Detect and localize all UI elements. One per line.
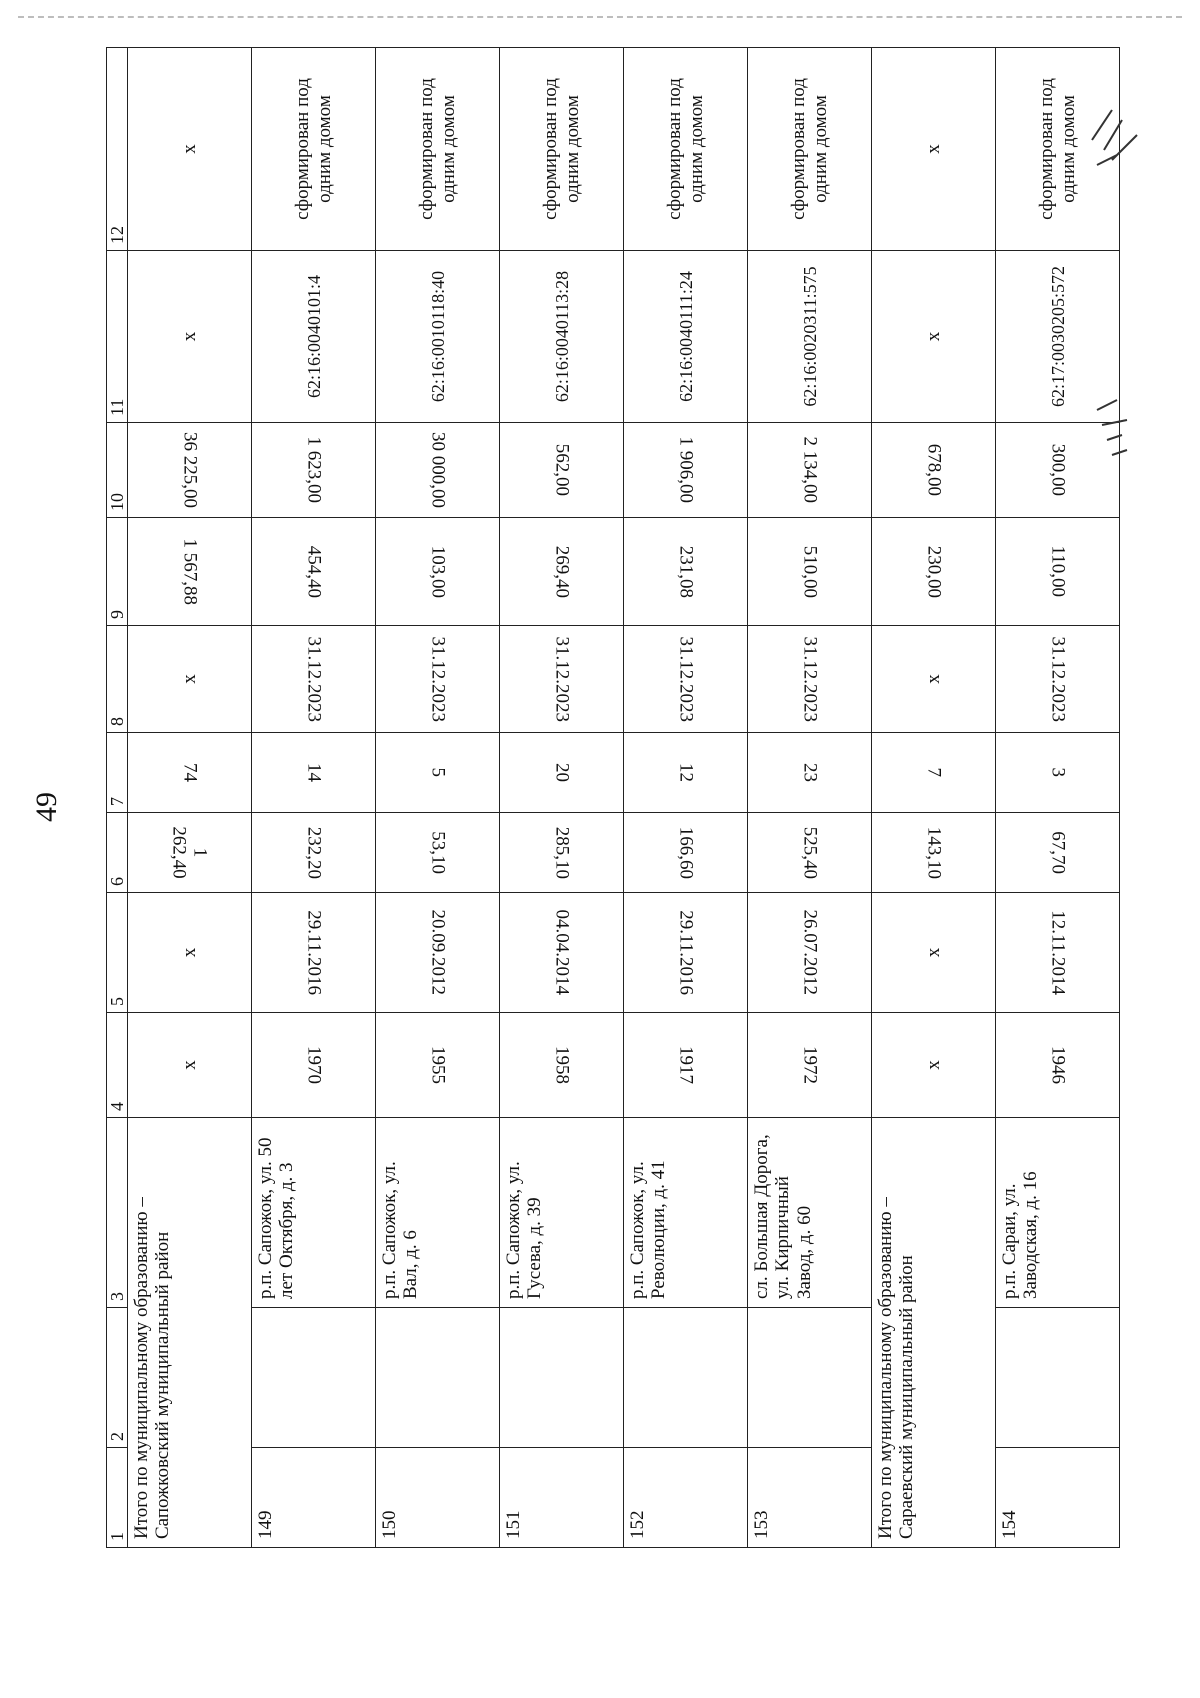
area-value: 1 262,40	[168, 826, 211, 879]
scan-mark	[1082, 100, 1152, 190]
area-cell	[624, 813, 748, 893]
deadline-value: 31.12.2023	[675, 636, 697, 722]
table-row	[748, 48, 872, 1548]
row-number: 149	[252, 1448, 376, 1548]
row-number: 152	[624, 1448, 748, 1548]
year-value: 1946	[1047, 1046, 1069, 1084]
cell-2	[996, 1308, 1120, 1448]
cell-2	[500, 1308, 624, 1448]
cadastral-cell: 62:16:0040111:24	[624, 251, 748, 423]
area-value: 53,10	[427, 831, 449, 874]
count-value: 23	[799, 763, 821, 782]
value-9: 110,00	[1047, 545, 1069, 598]
column-number: 4	[107, 1013, 128, 1118]
land-status-cell: сформирован под одним домом	[748, 48, 872, 251]
total-label: Итого по муниципальному образованию – Сапожковский муниципальный район	[128, 1118, 252, 1548]
deadline-value: 31.12.2023	[303, 636, 325, 722]
area-cell	[128, 813, 252, 893]
row-number: 151	[500, 1448, 624, 1548]
year-cell	[996, 1013, 1120, 1118]
column-number: 1	[107, 1448, 128, 1548]
column-number: 3	[107, 1118, 128, 1308]
year-cell	[376, 1013, 500, 1118]
value-cell	[252, 423, 376, 518]
value-9: 231,08	[675, 545, 697, 598]
year-cell	[624, 1013, 748, 1118]
count-value: 7	[923, 767, 945, 778]
column-number: 10	[107, 423, 128, 518]
address-cell: р.п. Сапожок, ул. Революции, д. 41	[624, 1118, 748, 1308]
area-cell	[376, 813, 500, 893]
date-value: 04.04.2014	[551, 909, 573, 996]
count-cell	[624, 733, 748, 813]
value-cell	[748, 518, 872, 626]
value-cell	[872, 423, 996, 518]
deadline-value: 31.12.2023	[1047, 636, 1069, 722]
value-9: 454,40	[303, 545, 325, 598]
date-value: 29.11.2016	[303, 910, 325, 995]
year-cell	[748, 1013, 872, 1118]
value-9: 269,40	[551, 545, 573, 598]
date-value: 20.09.2012	[427, 909, 449, 996]
deadline-cell	[500, 626, 624, 733]
area-cell	[252, 813, 376, 893]
count-cell	[872, 733, 996, 813]
cadastral-cell: х	[128, 251, 252, 423]
total-row	[872, 48, 996, 1548]
value-10: 1 906,00	[675, 436, 697, 504]
table-row	[624, 48, 748, 1548]
land-status-cell: сформирован под одним домом	[376, 48, 500, 251]
land-status-cell: сформирован под одним домом	[624, 48, 748, 251]
date-value: 26.07.2012	[799, 909, 821, 996]
count-value: 12	[675, 763, 697, 782]
address-cell: сл. Большая Дорога, ул. Кирпичный Завод, д. 60	[748, 1118, 872, 1308]
area-cell	[500, 813, 624, 893]
scan-edge	[18, 16, 1182, 18]
count-cell	[376, 733, 500, 813]
area-value: 285,10	[551, 826, 573, 879]
value-cell	[376, 423, 500, 518]
cell-2	[748, 1308, 872, 1448]
area-value: 232,20	[303, 826, 325, 879]
column-number: 8	[107, 626, 128, 733]
deadline-cell	[252, 626, 376, 733]
count-value: 20	[551, 763, 573, 782]
value-10: 1 623,00	[303, 436, 325, 504]
address-cell: р.п. Сапожок, ул. 50 лет Октября, д. 3	[252, 1118, 376, 1308]
deadline-value: 31.12.2023	[551, 636, 573, 722]
cadastral-cell: 62:17:0030205:572	[996, 251, 1120, 423]
table-row	[376, 48, 500, 1548]
year-cell	[500, 1013, 624, 1118]
count-cell	[128, 733, 252, 813]
column-number: 5	[107, 893, 128, 1013]
value-9: 1 567,88	[179, 538, 201, 605]
value-9: 510,00	[799, 545, 821, 598]
value-cell	[996, 518, 1120, 626]
land-status-cell: сформирован под одним домом	[996, 48, 1120, 251]
cadastral-cell: 62:16:0040101:4	[252, 251, 376, 423]
value-10: 300,00	[1047, 443, 1069, 497]
row-number: 154	[996, 1448, 1120, 1548]
page-number: 49	[30, 792, 63, 822]
address-cell: р.п. Сапожок, ул. Гусева, д. 39	[500, 1118, 624, 1308]
column-number: 12	[107, 48, 128, 251]
area-value: 525,40	[799, 826, 821, 879]
deadline-value: 31.12.2023	[427, 636, 449, 722]
land-status-cell: сформирован под одним домом	[500, 48, 624, 251]
date-cell	[996, 893, 1120, 1013]
year-value: 1972	[799, 1046, 821, 1084]
value-cell	[376, 518, 500, 626]
value-10: 678,00	[923, 443, 945, 497]
area-value: 143,10	[923, 826, 945, 879]
value-9: 230,00	[923, 545, 945, 598]
value-9: 103,00	[427, 545, 449, 598]
column-number-row	[107, 48, 128, 1548]
deadline-value: 31.12.2023	[799, 636, 821, 722]
area-cell	[748, 813, 872, 893]
value-cell	[500, 423, 624, 518]
count-value: 74	[179, 763, 201, 782]
deadline-cell	[996, 626, 1120, 733]
column-number: 11	[107, 251, 128, 423]
date-value: 12.11.2014	[1047, 910, 1069, 995]
column-number: 9	[107, 518, 128, 626]
total-label: Итого по муниципальному образованию – Сараевский муниципальный район	[872, 1118, 996, 1548]
date-value: 29.11.2016	[675, 910, 697, 995]
scan-mark	[1082, 380, 1152, 470]
cell-2	[252, 1308, 376, 1448]
cell-2	[624, 1308, 748, 1448]
land-status-cell: х	[128, 48, 252, 251]
value-cell	[624, 518, 748, 626]
deadline-cell	[624, 626, 748, 733]
table-row	[252, 48, 376, 1548]
total-row	[128, 48, 252, 1548]
cadastral-cell: 62:16:0040113:28	[500, 251, 624, 423]
column-number: 6	[107, 813, 128, 893]
value-10: 562,00	[551, 443, 573, 497]
deadline-cell: х	[128, 626, 252, 733]
deadline-cell: х	[872, 626, 996, 733]
count-value: 5	[427, 767, 449, 778]
count-cell	[252, 733, 376, 813]
date-cell	[624, 893, 748, 1013]
value-cell	[252, 518, 376, 626]
count-cell	[748, 733, 872, 813]
area-cell	[996, 813, 1120, 893]
address-cell: р.п. Сапожок, ул. Вал, д. 6	[376, 1118, 500, 1308]
deadline-cell	[748, 626, 872, 733]
area-cell	[872, 813, 996, 893]
value-cell	[500, 518, 624, 626]
year-value: 1955	[427, 1046, 449, 1084]
value-cell	[128, 518, 252, 626]
value-cell	[872, 518, 996, 626]
cadastral-cell: х	[872, 251, 996, 423]
table-row	[500, 48, 624, 1548]
date-cell: х	[128, 893, 252, 1013]
year-value: 1958	[551, 1046, 573, 1084]
register-table	[106, 47, 1120, 1548]
cadastral-cell: 62:16:0010118:40	[376, 251, 500, 423]
value-cell	[748, 423, 872, 518]
row-number: 150	[376, 1448, 500, 1548]
area-value: 67,70	[1047, 831, 1069, 874]
deadline-cell	[376, 626, 500, 733]
year-value: 1917	[675, 1046, 697, 1084]
date-cell	[748, 893, 872, 1013]
date-cell	[500, 893, 624, 1013]
column-number: 7	[107, 733, 128, 813]
value-10: 30 000,00	[427, 432, 449, 508]
table-row	[996, 48, 1120, 1548]
value-cell	[624, 423, 748, 518]
row-number: 153	[748, 1448, 872, 1548]
land-status-cell: х	[872, 48, 996, 251]
cadastral-cell: 62:16:0020311:575	[748, 251, 872, 423]
count-value: 14	[303, 763, 325, 782]
count-cell	[500, 733, 624, 813]
count-value: 3	[1047, 767, 1069, 778]
year-cell	[252, 1013, 376, 1118]
land-status-cell: сформирован под одним домом	[252, 48, 376, 251]
count-cell	[996, 733, 1120, 813]
value-10: 2 134,00	[799, 436, 821, 504]
date-cell	[376, 893, 500, 1013]
date-cell: х	[872, 893, 996, 1013]
year-value: 1970	[303, 1046, 325, 1084]
value-10: 36 225,00	[179, 432, 201, 508]
address-cell: р.п. Сараи, ул. Заводская, д. 16	[996, 1118, 1120, 1308]
column-number: 2	[107, 1308, 128, 1448]
area-value: 166,60	[675, 826, 697, 879]
value-cell	[128, 423, 252, 518]
year-cell: х	[128, 1013, 252, 1118]
year-cell: х	[872, 1013, 996, 1118]
cell-2	[376, 1308, 500, 1448]
date-cell	[252, 893, 376, 1013]
